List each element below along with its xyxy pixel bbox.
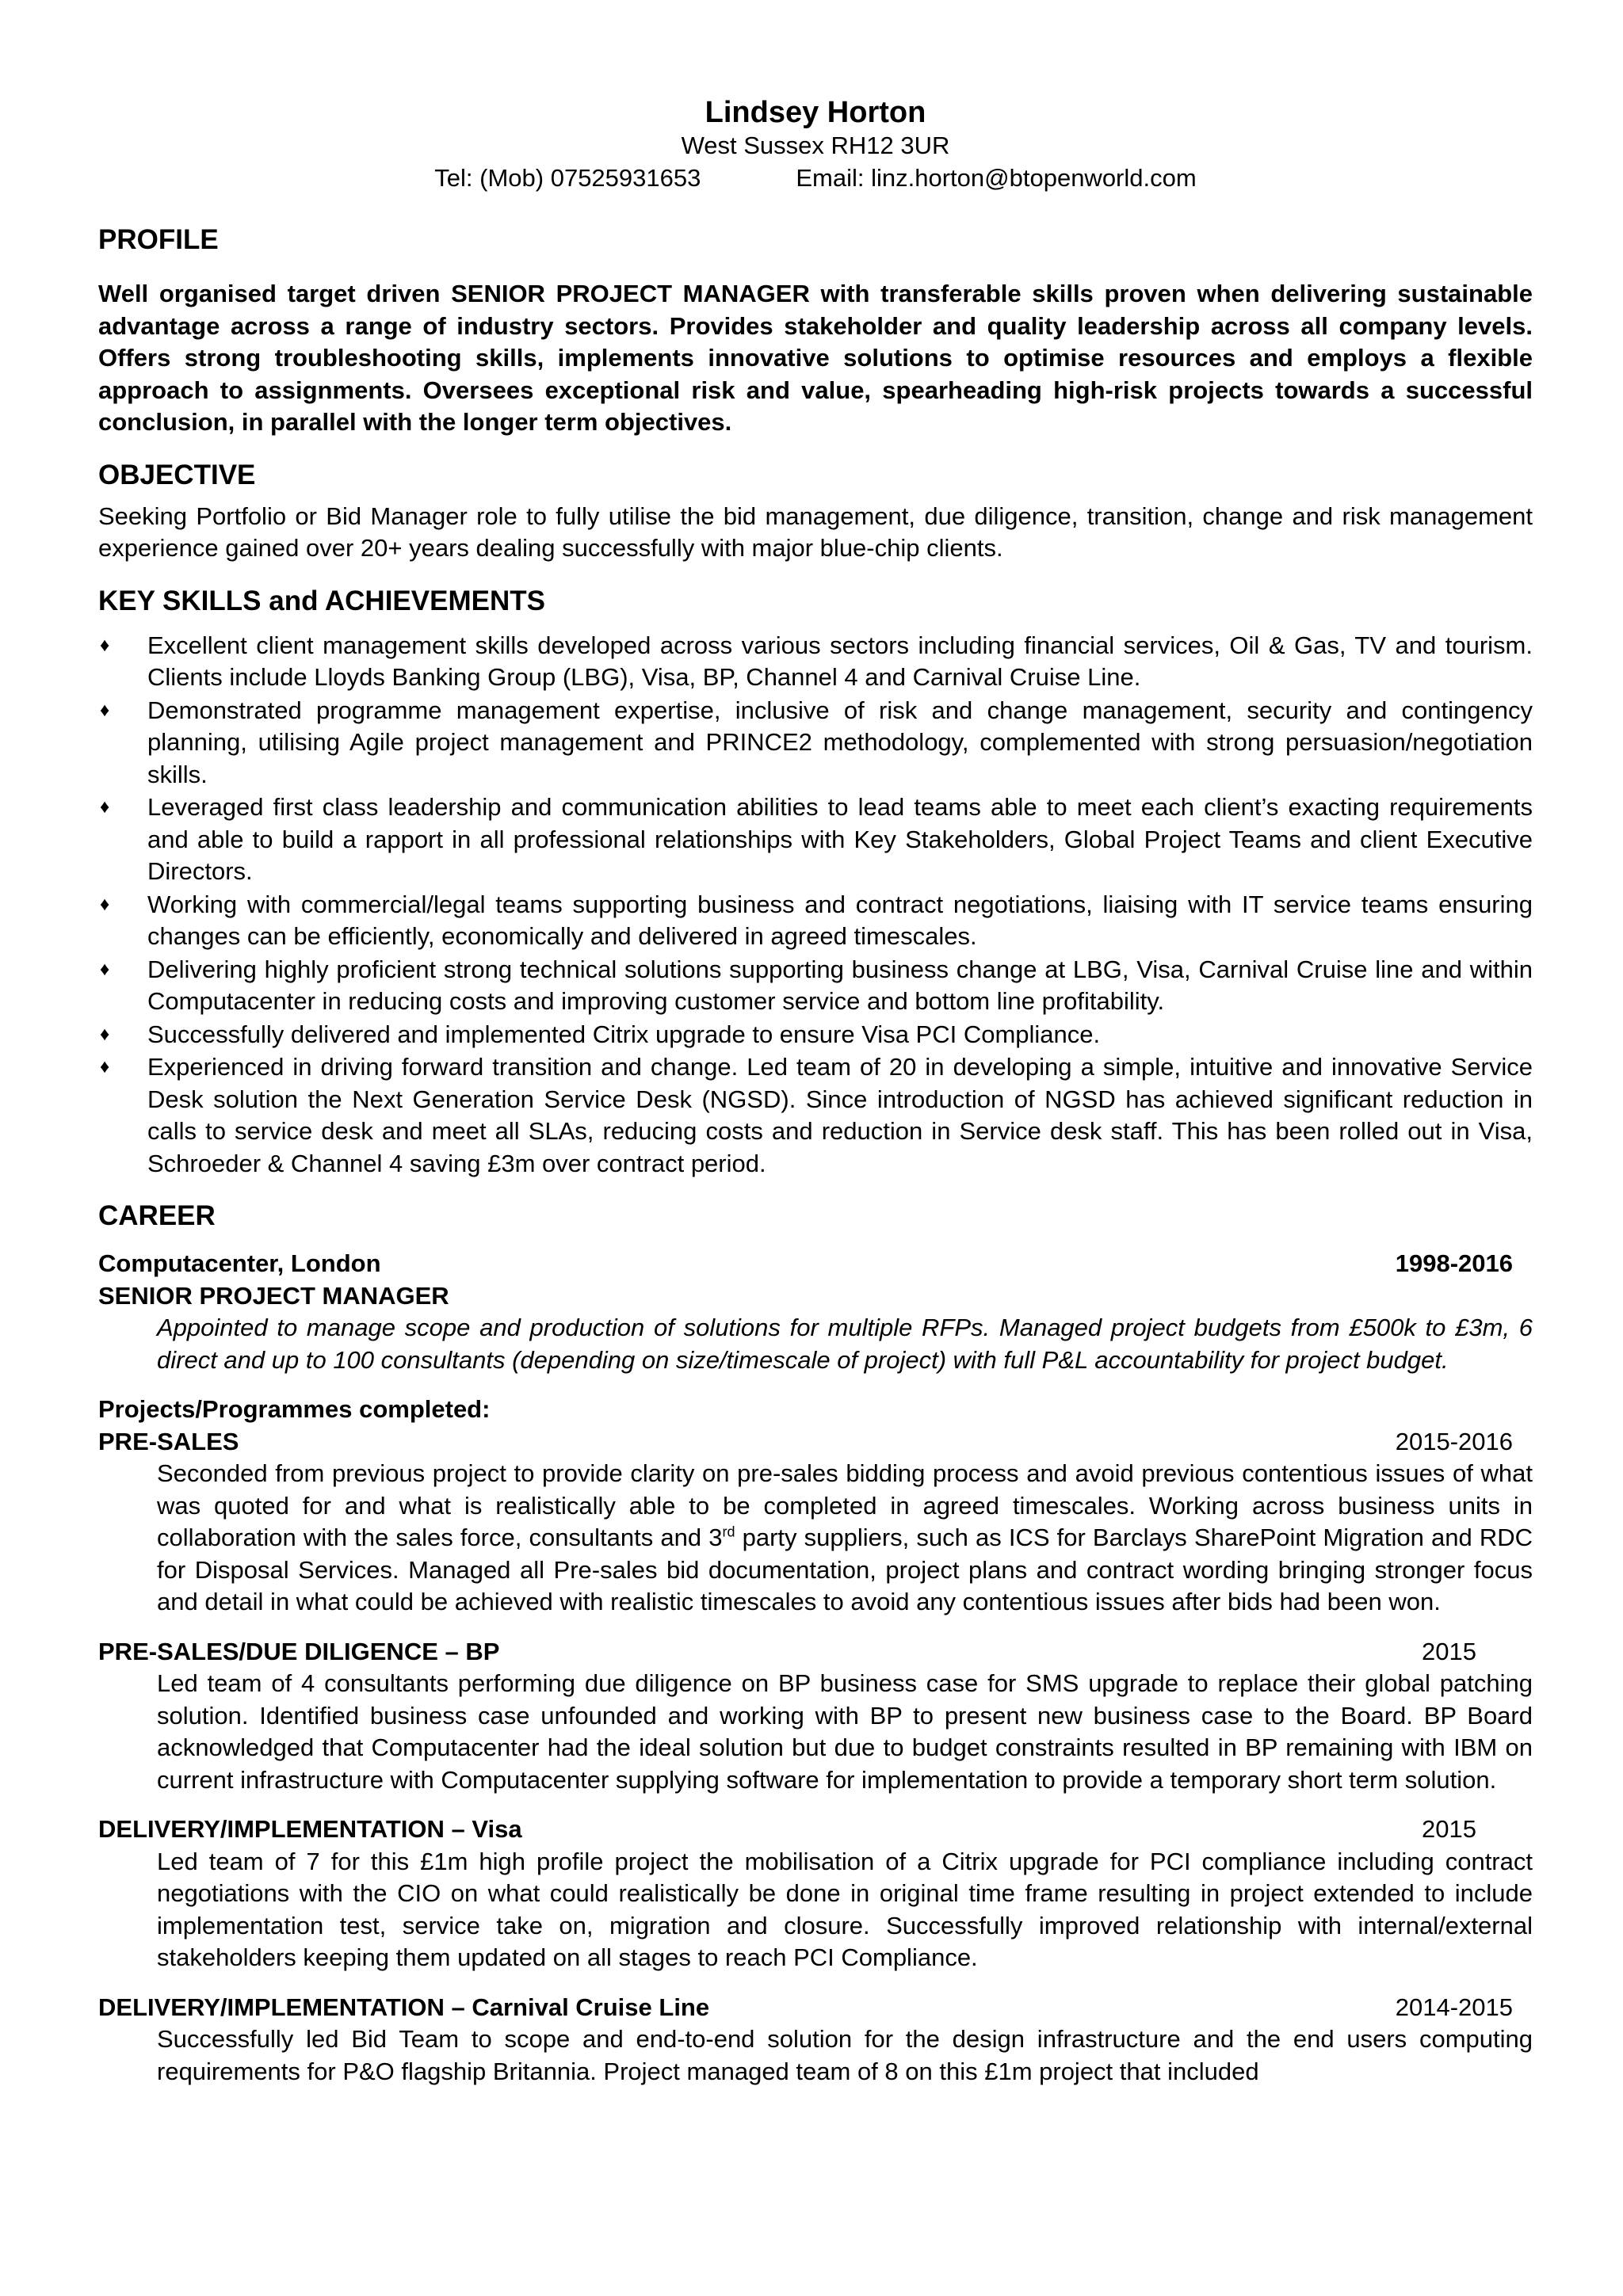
skill-item bbox=[98, 1019, 1533, 1051]
diamond-bullet-icon: ♦ bbox=[100, 699, 110, 721]
job-summary: Appointed to manage scope and production of solutions for multiple RFPs. Managed project budgets from £500k to £3m, 6 direct and up to 100 consultants (depending on size/timescale of project) with full P&L accountability for project budget. bbox=[157, 1314, 1533, 1374]
skills-heading: KEY SKILLS and ACHIEVEMENTS bbox=[98, 585, 545, 616]
project-dates: 2014-2015 bbox=[1395, 1993, 1513, 2021]
project-entry bbox=[98, 1814, 1533, 1974]
project-dates: 2015 bbox=[1422, 1815, 1476, 1843]
objective-heading: OBJECTIVE bbox=[98, 459, 256, 490]
skill-text: Demonstrated programme management expertise, inclusive of risk and change management, security and contingency planning, utilising Agile project management and PRINCE2 methodology, complemented with strong persuasion/negotiation skills. bbox=[147, 696, 1533, 788]
candidate-address: West Sussex RH12 3UR bbox=[681, 132, 950, 159]
email-address: Email: linz.horton@btopenworld.com bbox=[796, 163, 1197, 192]
project-dates: 2015 bbox=[1422, 1637, 1476, 1665]
diamond-bullet-icon: ♦ bbox=[100, 1023, 110, 1045]
project-header bbox=[98, 1992, 1513, 2024]
objective-text: Seeking Portfolio or Bid Manager role to fully utilise the bid management, due diligence, transition, change and risk management experience gained over 20+ years dealing successfully with major blue-chip clients. bbox=[98, 502, 1533, 562]
phone-number: Tel: (Mob) 07525931653 bbox=[434, 163, 701, 192]
project-description: Led team of 7 for this £1m high profile project the mobilisation of a Citrix upgrade for PCI compliance including contract negotiations with the CIO on what could realistically be done in original time frame resulting in project extended to include implementation test, service take on, migration and closure. Successfully improved relationship with internal/external stakeholders keeping them updated on all stages to reach PCI Compliance. bbox=[157, 1847, 1533, 1971]
candidate-name: Lindsey Horton bbox=[705, 96, 926, 129]
project-title: PRE-SALES bbox=[98, 1427, 239, 1455]
diamond-bullet-icon: ♦ bbox=[100, 1056, 110, 1077]
project-description: Successfully led Bid Team to scope and end-to-end solution for the design infrastructure and the end users computing requirements for P&O flagship Britannia. Project managed team of 8 on this £1m project that included bbox=[157, 2025, 1533, 2085]
project-description: Led team of 4 consultants performing due diligence on BP business case for SMS upgrade to replace their global patching solution. Identified business case unfounded and working with BP to present new business case to the Board. BP Board acknowledged that Computacenter had the ideal solution but due to budget constraints resulted in BP remaining with IBM on current infrastructure with Computacenter supplying software for implementation to provide a temporary short term solution. bbox=[157, 1669, 1533, 1794]
ordinal-suffix: rd bbox=[722, 1524, 735, 1540]
skill-text: Leveraged first class leadership and communication abilities to lead teams able to meet each client’s exacting requirements and able to build a rapport in all professional relationships with Key Stakeholders, Global Project Teams and client Executive Directors. bbox=[147, 793, 1533, 885]
cv-page bbox=[98, 95, 1533, 2088]
skill-text: Experienced in driving forward transition and change. Led team of 20 in developing a simple, intuitive and innovative Service Desk solution the Next Generation Service Desk (NGSD). Since introduction of NGSD has achieved significant reduction in calls to service desk and meet all SLAs, reducing costs and reduction in Service desk staff. This has been rolled out in Visa, Schroeder & Channel 4 saving £3m over contract period. bbox=[147, 1053, 1533, 1177]
skill-text: Excellent client management skills developed across various sectors including financial services, Oil & Gas, TV and tourism. Clients include Lloyds Banking Group (LBG), Visa, BP, Channel 4 and Carnival Cruise Line. bbox=[147, 631, 1533, 691]
project-header bbox=[98, 1636, 1513, 1669]
skill-text: Delivering highly proficient strong technical solutions supporting business change at LBG, Visa, Carnival Cruise line and within Computacenter in reducing costs and improving customer service and bottom line profitability. bbox=[147, 955, 1533, 1015]
skill-item bbox=[98, 889, 1533, 953]
diamond-bullet-icon: ♦ bbox=[100, 958, 110, 980]
skill-item bbox=[98, 791, 1533, 888]
project-entry bbox=[98, 1636, 1533, 1797]
project-header bbox=[98, 1814, 1513, 1846]
employer-line bbox=[98, 1248, 1513, 1280]
diamond-bullet-icon: ♦ bbox=[100, 796, 110, 818]
project-dates: 2015-2016 bbox=[1395, 1427, 1513, 1455]
profile-heading: PROFILE bbox=[98, 224, 219, 255]
skill-item bbox=[98, 695, 1533, 791]
project-title: PRE-SALES/DUE DILIGENCE – BP bbox=[98, 1637, 500, 1665]
employer-dates: 1998-2016 bbox=[1395, 1249, 1513, 1277]
skill-item bbox=[98, 630, 1533, 694]
skills-list bbox=[98, 630, 1533, 1180]
skill-item bbox=[98, 1051, 1533, 1180]
diamond-bullet-icon: ♦ bbox=[100, 634, 110, 656]
project-entry bbox=[98, 1992, 1533, 2088]
employer-name: Computacenter, London bbox=[98, 1249, 381, 1277]
profile-text: Well organised target driven SENIOR PROJECT MANAGER with transferable skills proven when delivering sustainable advantage across a range of industry sectors. Provides stakeholder and quality leadership across all company levels. Offers strong troubleshooting skills, implements innovative solutions to optimise resources and employs a flexible approach to assignments. Oversees exceptional risk and value, spearheading high-risk projects towards a successful conclusion, in parallel with the longer term objectives. bbox=[98, 280, 1533, 436]
project-title: DELIVERY/IMPLEMENTATION – Visa bbox=[98, 1815, 522, 1843]
projects-heading: Projects/Programmes completed: bbox=[98, 1395, 491, 1423]
contact-line bbox=[98, 162, 1533, 195]
diamond-bullet-icon: ♦ bbox=[100, 893, 110, 915]
cv-header bbox=[98, 95, 1533, 194]
project-header bbox=[98, 1426, 1513, 1459]
project-description bbox=[98, 1458, 1533, 1619]
project-text-part: Seconded from previous project to provide clarity on pre-sales bidding process and avoid previous contentious issues of what was quoted for and what is realistically able to be completed in agreed timescales. Working across business units in collaboration with the sales force, consultants and 3 bbox=[157, 1459, 1533, 1551]
job-title: SENIOR PROJECT MANAGER bbox=[98, 1281, 449, 1310]
project-text-part: party suppliers, such as ICS for Barclays SharePoint Migration and RDC for Disposal Services. Managed all Pre-sales bid documentation, project plans and contract wording bringing stronger focus and detail in what could be achieved with realistic timescales to avoid any contentious issues after bids had been won. bbox=[157, 1524, 1533, 1615]
project-title: DELIVERY/IMPLEMENTATION – Carnival Cruise Line bbox=[98, 1993, 710, 2021]
career-heading: CAREER bbox=[98, 1200, 216, 1231]
skill-text: Successfully delivered and implemented Citrix upgrade to ensure Visa PCI Compliance. bbox=[147, 1020, 1101, 1048]
skill-item bbox=[98, 954, 1533, 1018]
project-entry bbox=[98, 1426, 1533, 1619]
skill-text: Working with commercial/legal teams supporting business and contract negotiations, liaising with IT service teams ensuring changes can be efficiently, economically and delivered in agreed timescales. bbox=[147, 890, 1533, 950]
